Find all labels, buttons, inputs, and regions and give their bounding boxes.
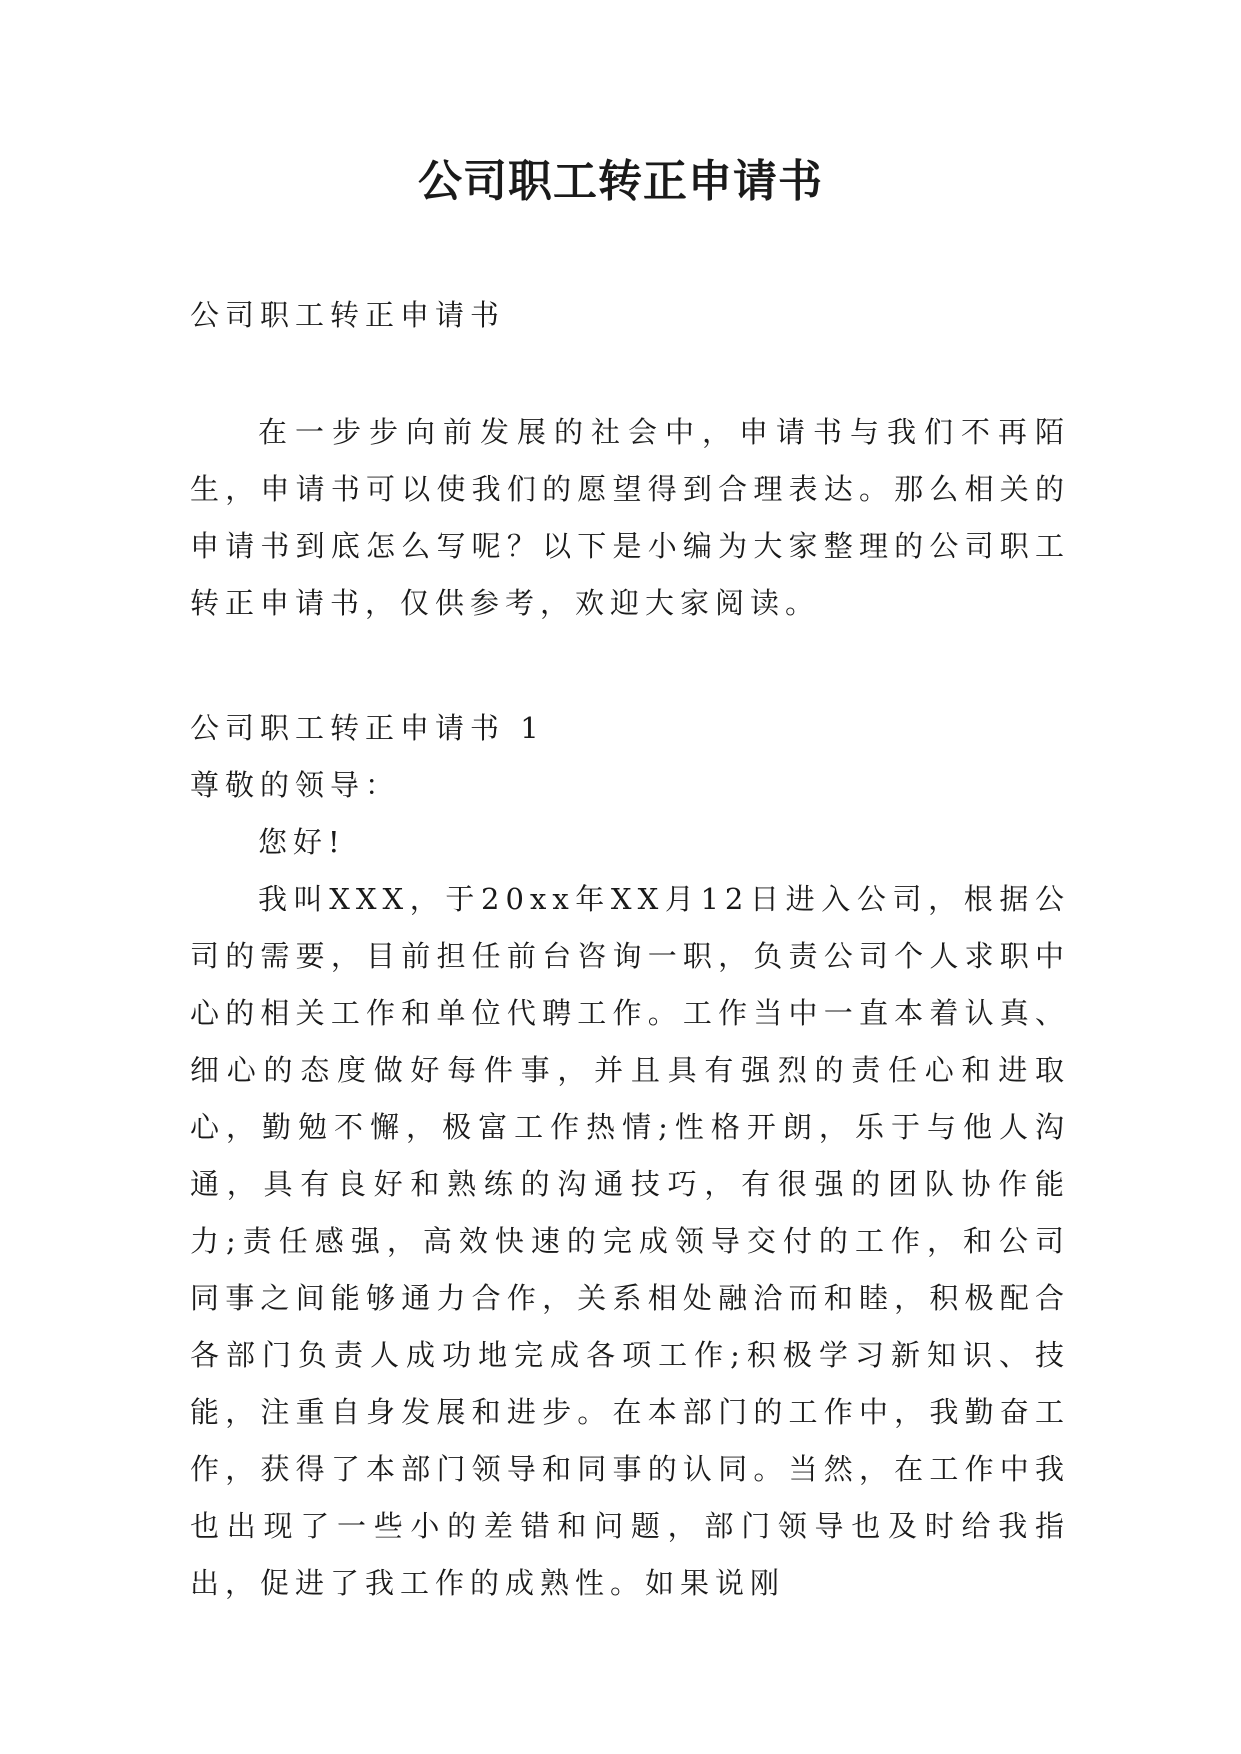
greeting: 您好! [258,825,346,859]
section-heading: 公司职工转正申请书 1 [190,711,545,745]
document-title: 公司职工转正申请书 [418,156,823,207]
main-paragraph: 我叫XXX，于20xx年XX月12日进入公司，根据公司的需要，目前担任前台咨询一职，负责公司个人求职中心的相关工作和单位代聘工作。工作当中一直本着认真、细心的态度做好每件事，并且具有强烈的责任心和进取心，勤勉不懈，极富工作热情;性格开朗，乐于与他人沟通，具有良好和熟练的沟通技巧，有很强的团队协作能力;责任感强，高效快速的完成领导交付的工作，和公司同事之间能够通力合作，关系相处融洽而和睦，积极配合各部门负责人成功地完成各项工作;积极学习新知识、技能，注重自身发展和进步。在本部门的工作中，我勤奋工作，获得了本部门领导和同事的认同。当然，在工作中我也出现了一些小的差错和问题，部门领导也及时给我指出，促进了我工作的成熟性。如果说刚 [190,882,1070,1600]
salutation: 尊敬的领导： [190,768,401,802]
intro-paragraph: 在一步步向前发展的社会中，申请书与我们不再陌生，申请书可以使我们的愿望得到合理表达。那么相关的申请书到底怎么写呢？以下是小编为大家整理的公司职工转正申请书，仅供参考，欢迎大家阅读。 [190,415,1070,620]
document-subtitle: 公司职工转正申请书 [190,298,506,332]
